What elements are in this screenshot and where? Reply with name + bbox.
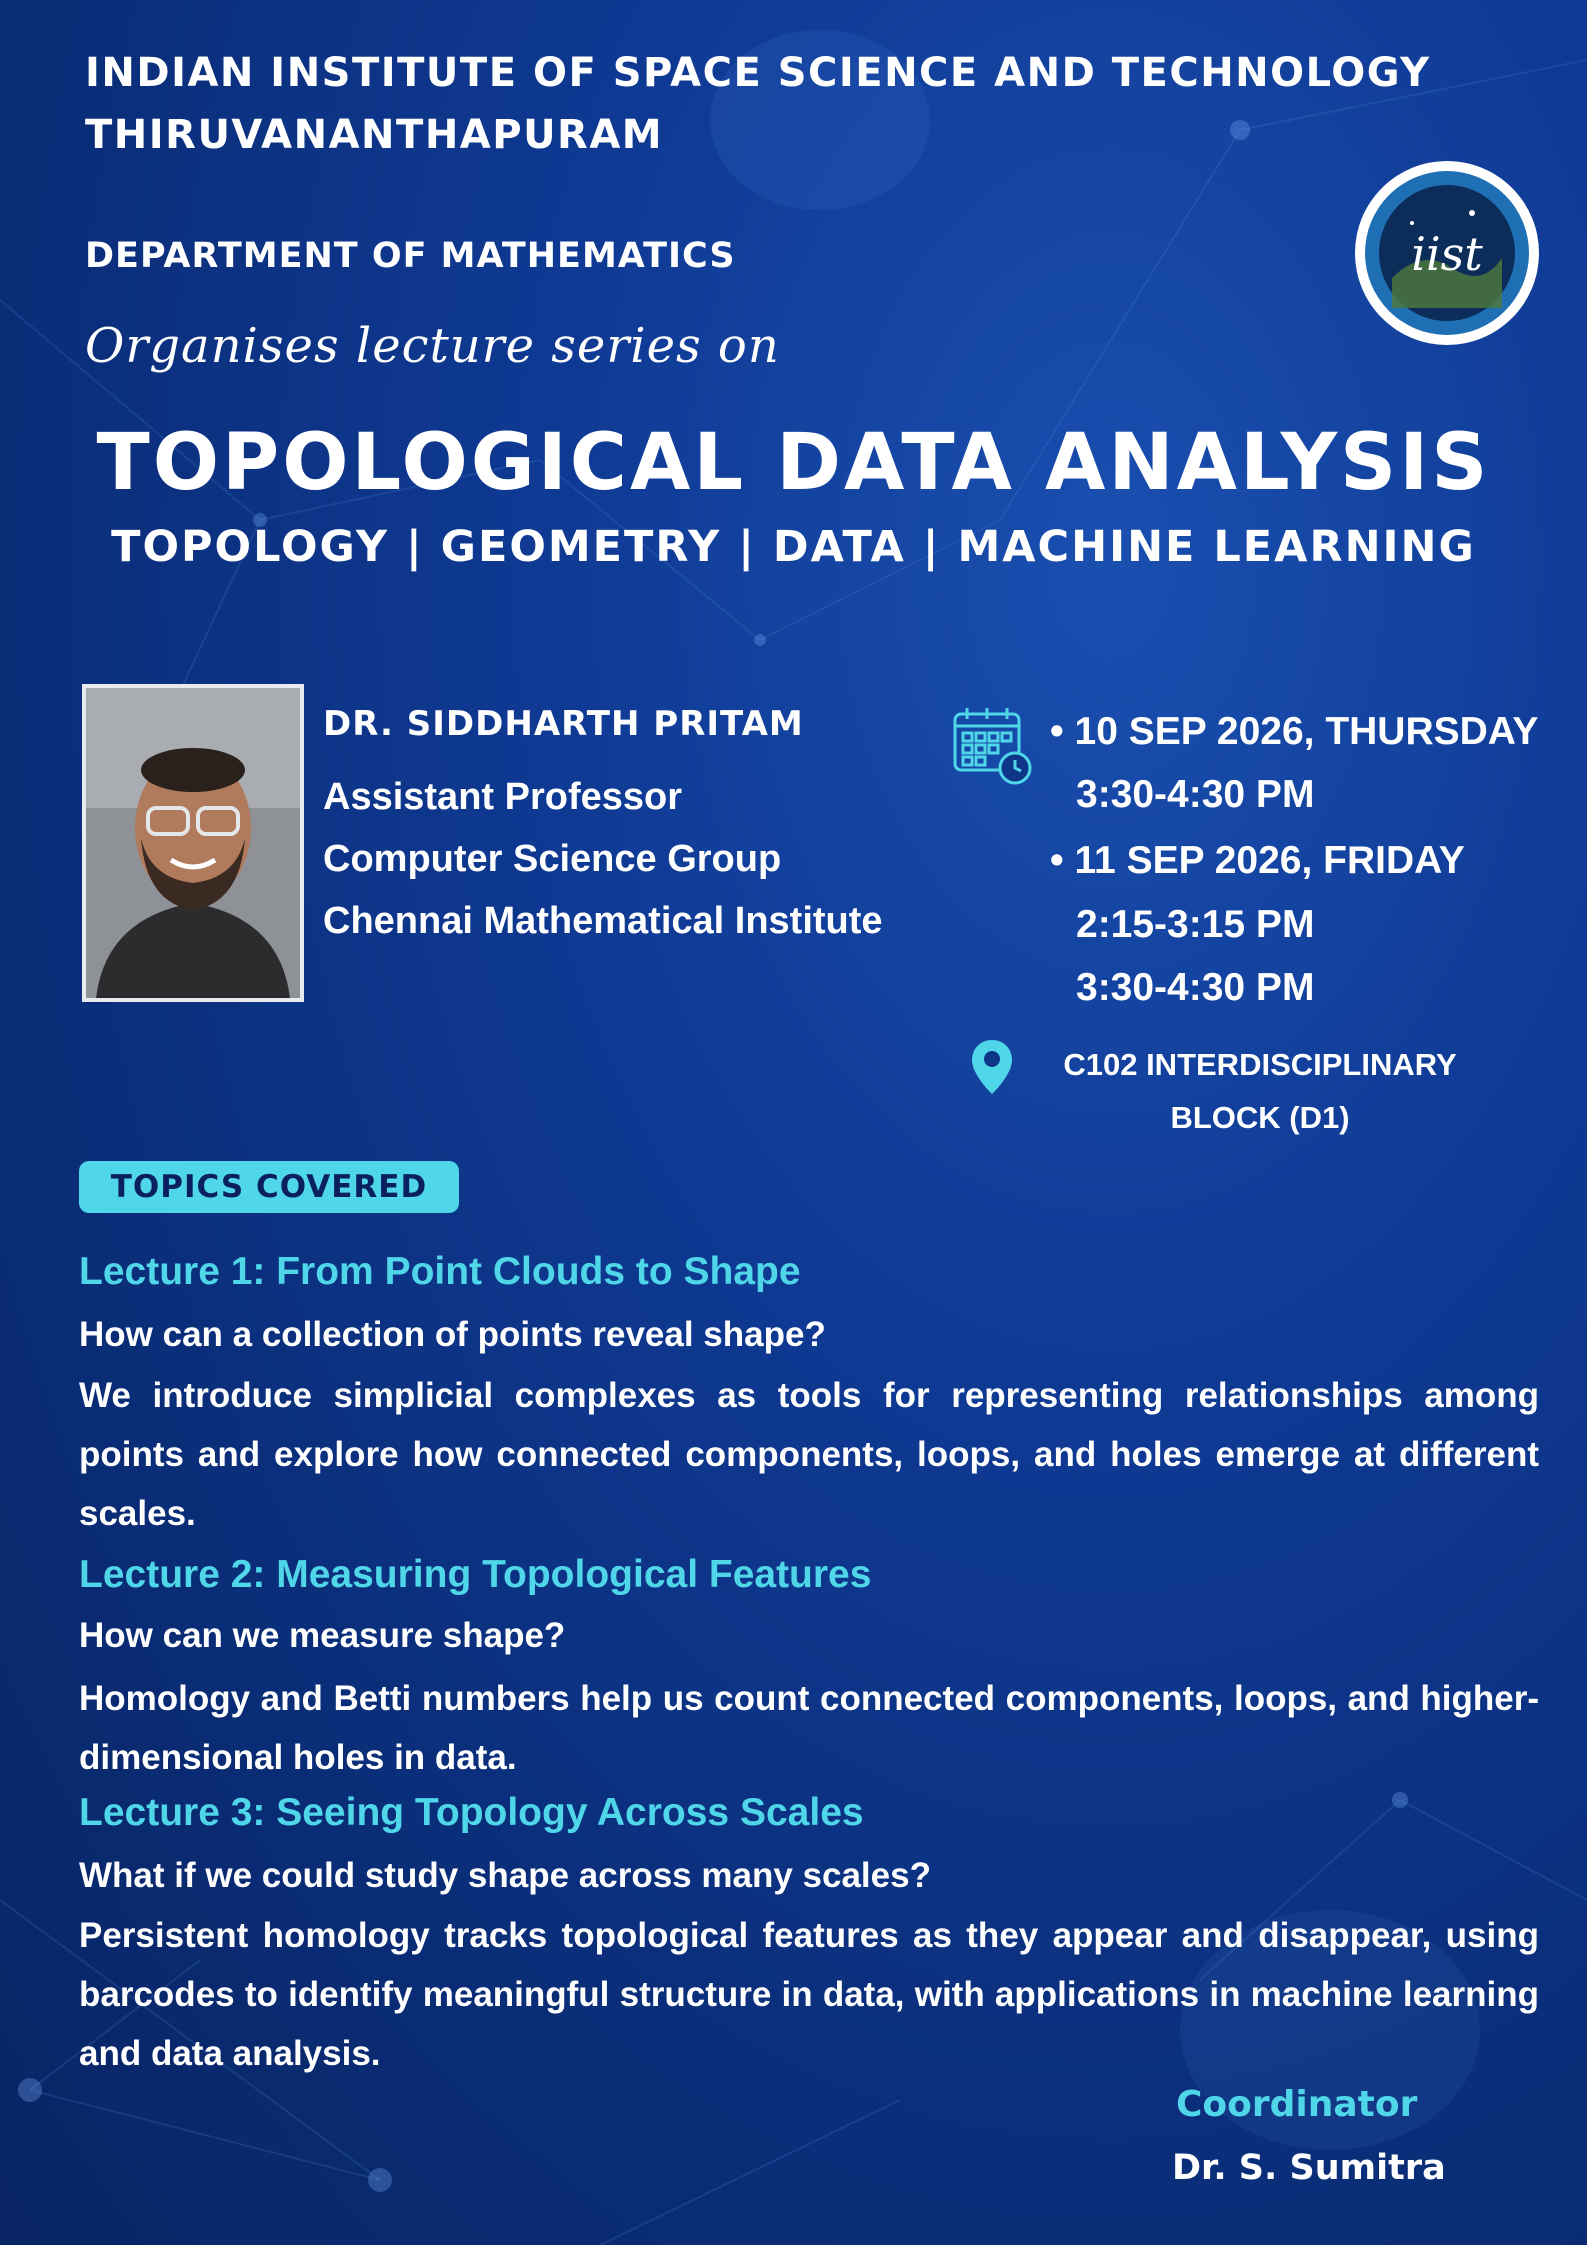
speaker-name: DR. SIDDHARTH PRITAM: [323, 704, 804, 744]
lecture-3-question: What if we could study shape across many scales?: [79, 1856, 931, 1895]
speaker-role: Assistant Professor: [323, 776, 683, 818]
venue-line1: C102 INTERDISCIPLINARY: [1063, 1047, 1457, 1082]
lecture-2-description: Homology and Betti numbers help us count connected components, loops, and higher-dimensional holes in data.: [79, 1679, 1539, 1777]
coordinator-name: Dr. S. Sumitra: [1172, 2148, 1446, 2188]
iist-logo: [1352, 158, 1542, 348]
calendar-clock-icon: [952, 706, 1034, 786]
venue-line2: BLOCK (D1): [1170, 1100, 1350, 1135]
schedule-date-2: • 11 SEP 2026, FRIDAY: [1050, 839, 1465, 882]
lecture-2-title: Lecture 2: Measuring Topological Features: [79, 1553, 872, 1596]
lecture-3-description: Persistent homology tracks topological features as they appear and disappear, using barcodes to identify meaningful structure in data, with applications in machine learning and data analysis.: [79, 1916, 1539, 2073]
institute-name-line2: THIRUVANANTHAPURAM: [85, 112, 664, 158]
schedule-time-2b: 3:30-4:30 PM: [1076, 966, 1315, 1009]
schedule-time-2a: 2:15-3:15 PM: [1076, 903, 1315, 946]
speaker-photo: [82, 684, 304, 1002]
lecture-2-question: How can we measure shape?: [79, 1616, 566, 1655]
lecture-1-question: How can a collection of points reveal shape?: [79, 1315, 826, 1354]
coordinator-label: Coordinator: [1176, 2084, 1418, 2125]
event-subtitle: TOPOLOGY | GEOMETRY | DATA | MACHINE LEARNING: [111, 522, 1476, 572]
lecture-1-description: We introduce simplicial complexes as tools for representing relationships among points and explore how connected components, loops, and holes emerge at different scales.: [79, 1376, 1539, 1533]
department-name: DEPARTMENT OF MATHEMATICS: [85, 236, 736, 276]
event-title: TOPOLOGICAL DATA ANALYSIS: [96, 418, 1491, 508]
schedule-time-1a: 3:30-4:30 PM: [1076, 773, 1315, 816]
topics-badge: TOPICS COVERED: [79, 1161, 459, 1213]
institute-name-line1: INDIAN INSTITUTE OF SPACE SCIENCE AND TECHNOLOGY: [85, 50, 1431, 96]
schedule-date-2-text: 11 SEP 2026, FRIDAY: [1074, 839, 1465, 882]
lecture-3-title: Lecture 3: Seeing Topology Across Scales: [79, 1791, 864, 1834]
speaker-institution: Chennai Mathematical Institute: [323, 900, 883, 942]
schedule-date-1-text: 10 SEP 2026, THURSDAY: [1074, 710, 1539, 753]
speaker-group: Computer Science Group: [323, 838, 782, 880]
venue: [1020, 1038, 1500, 1144]
map-pin-icon: [970, 1038, 1014, 1096]
lecture-1-title: Lecture 1: From Point Clouds to Shape: [79, 1250, 801, 1293]
tagline: Organises lecture series on: [85, 318, 780, 374]
svg-text:iist: iist: [1411, 227, 1483, 281]
schedule-date-1: • 10 SEP 2026, THURSDAY: [1050, 710, 1539, 753]
